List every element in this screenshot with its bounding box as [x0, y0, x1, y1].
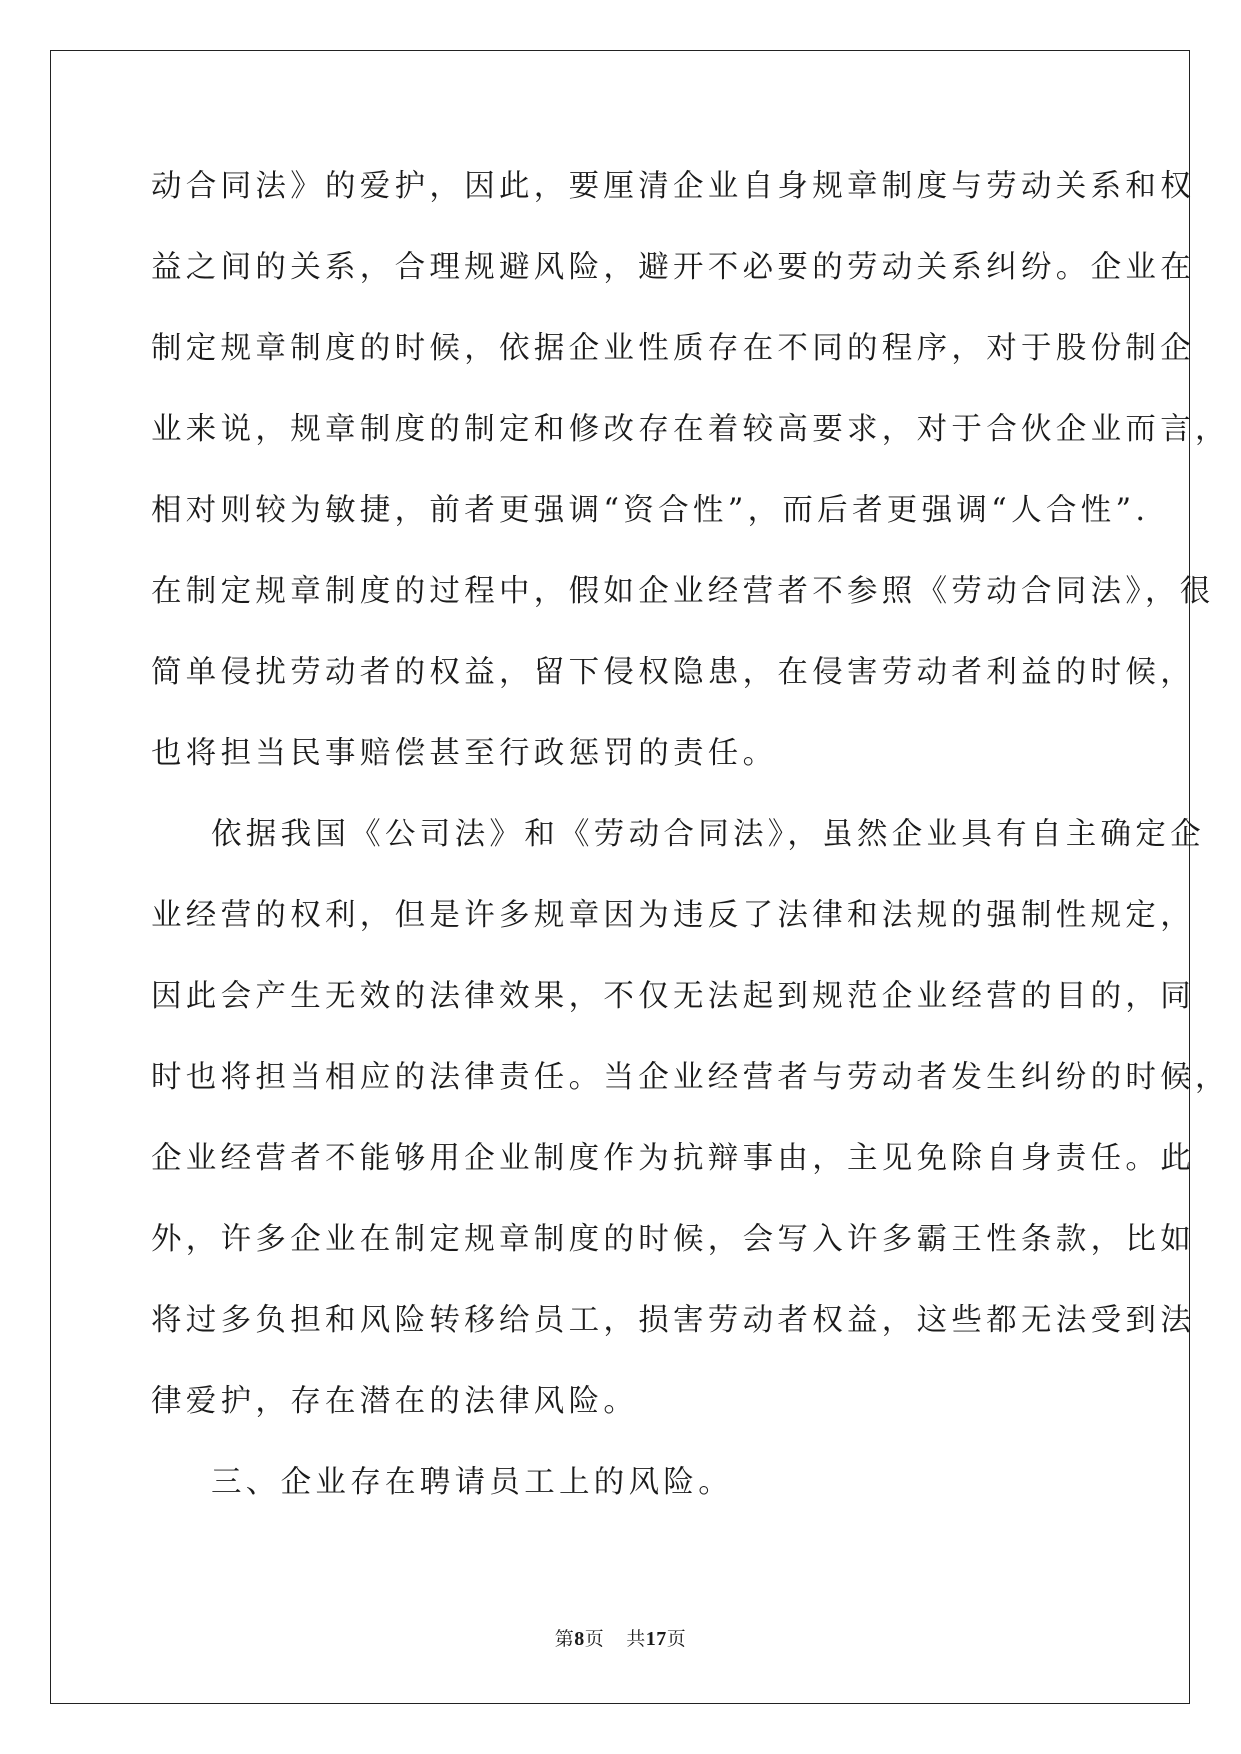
- page-number: 8: [574, 1628, 585, 1650]
- text-line: 也将担当民事赔偿甚至行政惩罚的责任。: [151, 736, 778, 771]
- total-suffix: 页: [666, 1628, 687, 1650]
- text-line: 将过多负担和风险转移给员工，损害劳动者权益，这些都无法受到法: [151, 1303, 1195, 1338]
- total-prefix: 共: [626, 1628, 646, 1650]
- page-prefix: 第: [554, 1628, 575, 1650]
- section-heading: 三、企业存在聘请员工上的风险。: [211, 1465, 733, 1500]
- text-line: 外，许多企业在制定规章制度的时候，会写入许多霸王性条款，比如: [151, 1222, 1195, 1257]
- text-line: 业经营的权利，但是许多规章因为违反了法律和法规的强制性规定，: [151, 898, 1195, 933]
- text-line: 因此会产生无效的法律效果，不仅无法起到规范企业经营的目的，同: [151, 979, 1195, 1014]
- text-line: 制定规章制度的时候，依据企业性质存在不同的程序，对于股份制企: [151, 331, 1195, 366]
- text-line: 律爱护，存在潜在的法律风险。: [151, 1384, 639, 1419]
- text-line: 在制定规章制度的过程中，假如企业经营者不参照《劳动合同法》，很: [151, 574, 1215, 609]
- text-line: 业来说，规章制度的制定和修改存在着较高要求，对于合伙企业而言，: [151, 412, 1230, 447]
- text-line: 动合同法》的爱护，因此，要厘清企业自身规章制度与劳动关系和权: [151, 169, 1195, 204]
- text-line: 相对则较为敏捷，前者更强调“资合性”，而后者更强调“人合性”.: [151, 493, 1150, 528]
- document-body: [151, 160, 1230, 1537]
- text-line: 简单侵扰劳动者的权益，留下侵权隐患，在侵害劳动者利益的时候，: [151, 655, 1195, 690]
- paragraph-start-line: 依据我国《公司法》和《劳动合同法》，虽然企业具有自主确定企: [211, 817, 1205, 852]
- text-line: 企业经营者不能够用企业制度作为抗辩事由，主见免除自身责任。此: [151, 1141, 1195, 1176]
- total-pages: 17: [645, 1628, 667, 1650]
- page-footer: [0, 1624, 1241, 1651]
- text-line: 益之间的关系，合理规避风险，避开不必要的劳动关系纠纷。企业在: [151, 250, 1195, 285]
- page-suffix: 页: [584, 1628, 605, 1650]
- text-line: 时也将担当相应的法律责任。当企业经营者与劳动者发生纠纷的时候，: [151, 1060, 1230, 1095]
